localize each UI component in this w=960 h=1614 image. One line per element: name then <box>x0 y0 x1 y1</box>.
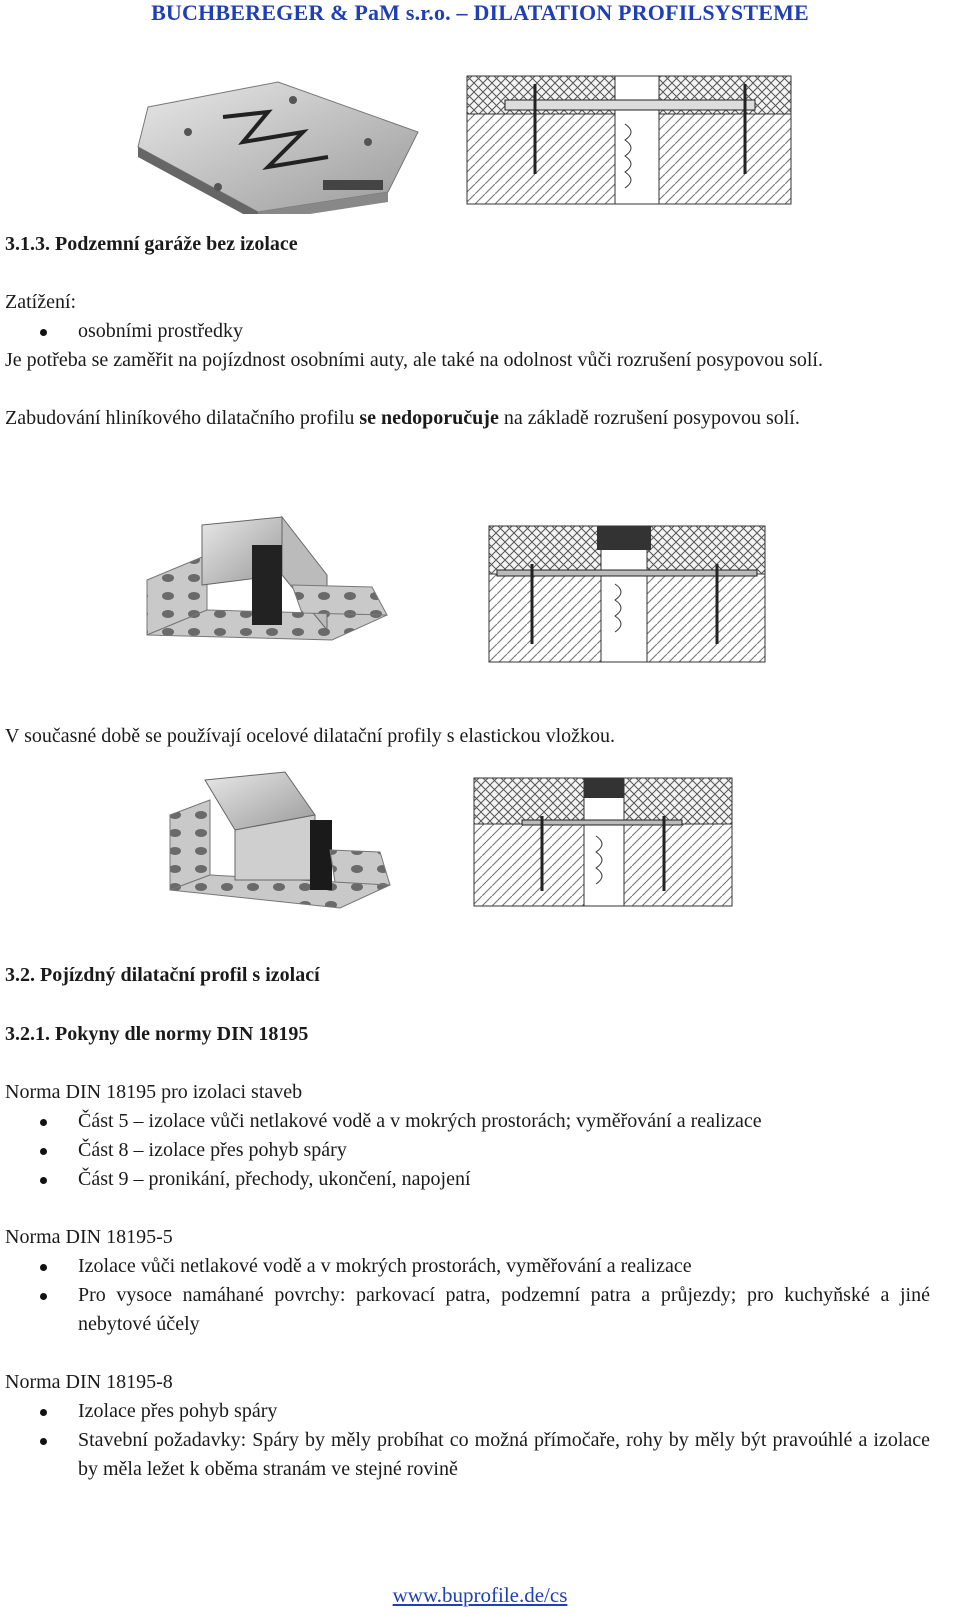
list-item-text: Část 8 – izolace přes pohyb spáry <box>78 1139 347 1161</box>
section-321-heading: 3.2.1. Pokyny dle normy DIN 18195 <box>5 1023 309 1045</box>
page-header: BUCHBEREGER & PaM s.r.o. – DILATATION PROFILSYSTEME <box>151 0 809 25</box>
list-item <box>5 1281 930 1339</box>
list-item <box>5 1136 930 1165</box>
plate-profile-section-drawing <box>465 74 793 206</box>
section-313-heading: 3.1.3. Podzemní garáže bez izolace <box>5 233 298 255</box>
page-footer <box>0 1583 960 1608</box>
list-item-text: Izolace přes pohyb spáry <box>78 1400 278 1422</box>
paragraph: Zabudování hliníkového dilatačního profilu se nedoporučuje na základě rozrušení posypovou solí. <box>5 407 800 429</box>
bullet-icon <box>40 1148 47 1155</box>
note-paragraph: V současné době se používají ocelové dilatační profily s elastickou vložkou. <box>5 725 616 747</box>
aluminium-profile-photo <box>132 515 392 655</box>
list-item-text: Stavební požadavky: Spáry by měly probíhat co možná přímočaře, rohy by měly být pravoúhlé a izolace by měla ležet k oběma stranám ve stejné rovině <box>78 1429 930 1480</box>
bullet-icon <box>40 1293 47 1300</box>
list-item <box>5 1397 930 1426</box>
list-item-text: osobními prostředky <box>78 320 243 342</box>
norm-title: Norma DIN 18195 pro izolaci staveb <box>5 1081 303 1103</box>
steel-profile-section-drawing <box>472 776 734 908</box>
bullet-icon <box>40 1119 47 1126</box>
list-item <box>5 1165 930 1194</box>
emphasis: se nedoporučuje <box>359 407 499 429</box>
plate-profile-photo <box>128 72 433 214</box>
norm-title: Norma DIN 18195-8 <box>5 1371 173 1393</box>
list-item <box>5 317 930 346</box>
steel-profile-photo <box>165 770 393 912</box>
list-item <box>5 1107 930 1136</box>
bullet-icon <box>40 1264 47 1271</box>
norm-title: Norma DIN 18195-5 <box>5 1226 173 1248</box>
bullet-icon <box>40 1177 47 1184</box>
load-label: Zatížení: <box>5 291 77 313</box>
list-item-text: Pro vysoce namáhané povrchy: parkovací patra, podzemní patra a průjezdy; pro kuchyňské a jiné nebytové účely <box>78 1284 930 1335</box>
list-item <box>5 1252 930 1281</box>
paragraph: Je potřeba se zaměřit na pojízdnost osobními auty, ale také na odolnost vůči rozrušení posypovou solí. <box>5 349 823 371</box>
list-item <box>5 1426 930 1484</box>
bullet-icon <box>40 329 47 336</box>
list-item-text: Část 5 – izolace vůči netlakové vodě a v mokrých prostorách; vyměřování a realizace <box>78 1110 762 1132</box>
aluminium-profile-section-drawing <box>487 524 767 664</box>
website-link[interactable]: www.buprofile.de/cs <box>392 1583 568 1607</box>
bullet-icon <box>40 1409 47 1416</box>
bullet-icon <box>40 1438 47 1445</box>
list-item-text: Část 9 – pronikání, přechody, ukončení, napojení <box>78 1168 471 1190</box>
list-item-text: Izolace vůči netlakové vodě a v mokrých prostorách, vyměřování a realizace <box>78 1255 692 1277</box>
section-32-heading: 3.2. Pojízdný dilatační profil s izolací <box>5 964 320 986</box>
